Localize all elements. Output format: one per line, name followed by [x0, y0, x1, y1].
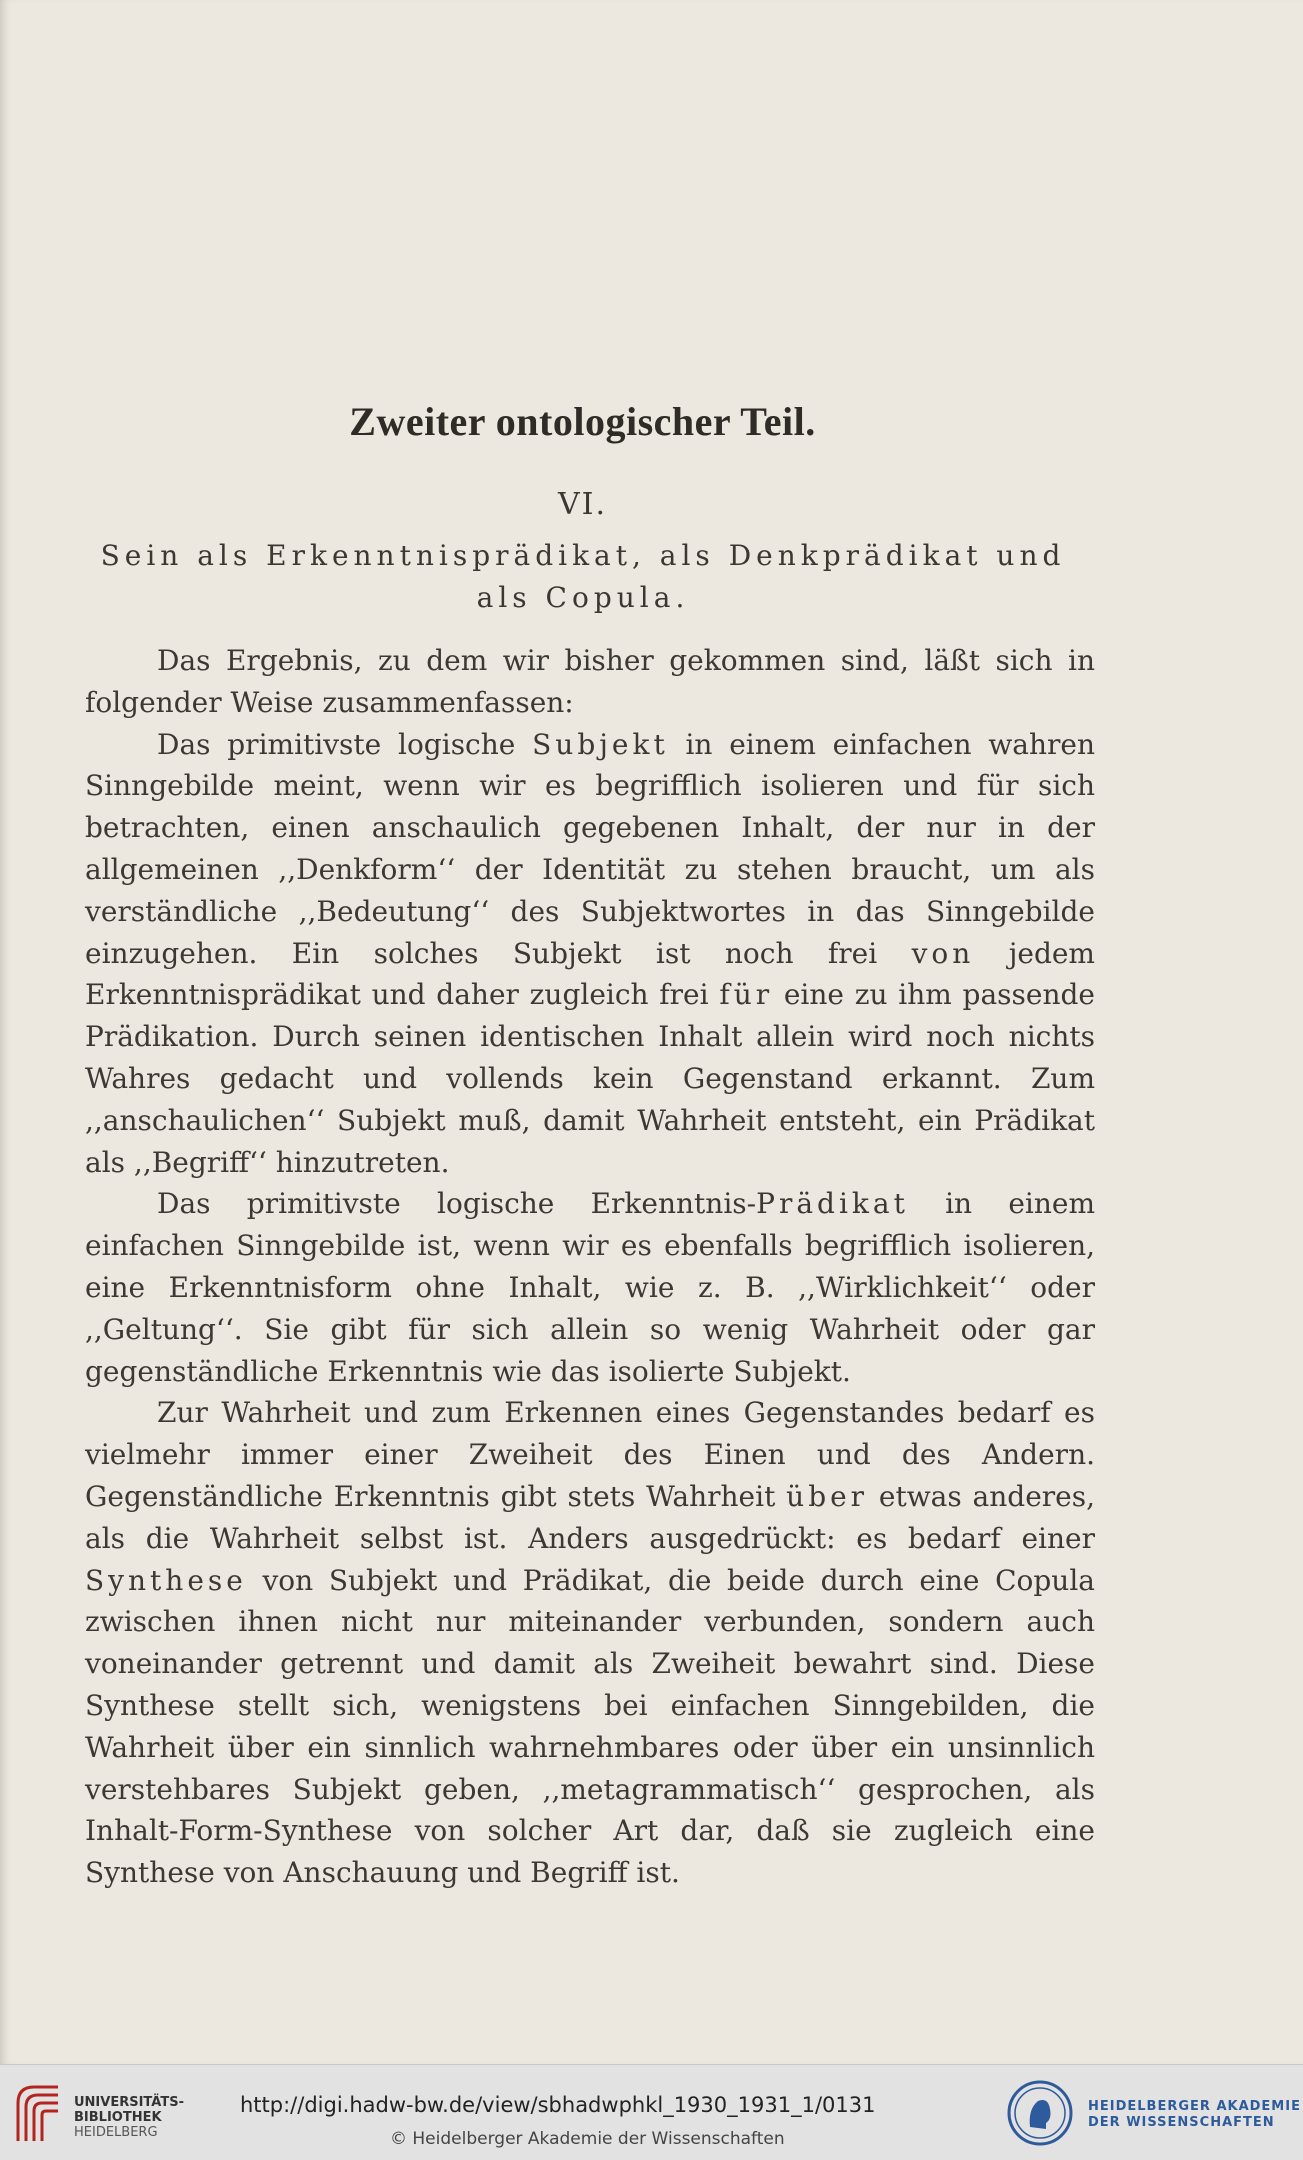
- emphasis-von: von: [911, 936, 975, 970]
- chapter-title: Sein als Erkenntnisprädikat, als Denkprädikat und als Copula.: [100, 539, 1066, 614]
- emphasis-praedikat: Prädikat: [756, 1187, 909, 1221]
- emphasis-synthese: Synthese: [85, 1563, 247, 1597]
- academy-seal-icon: [1006, 2079, 1074, 2147]
- paragraph-1: Das Ergebnis, zu dem wir bisher gekommen sind, läßt sich in folgender Weise zusammenfassen:: [85, 644, 1095, 719]
- emphasis-ueber: über: [786, 1479, 869, 1513]
- copyright-notice: © Heidelberger Akademie der Wissenschaften: [390, 2129, 785, 2149]
- paragraph-4: Zur Wahrheit und zum Erkennen eines Gegenstandes bedarf es vielmehr immer einer Zweiheit des Einen und des Andern. Gegenständliche Erkenntnis gibt stets Wahrheit über etwas anderes, als die Wahrheit selbst ist. Anders ausgedrückt: es bedarf einer Synthese von Subjekt und Prädikat, die beide durch eine Copula zwischen ihnen nicht nur miteinander verbunden, sondern auch voneinander getrennt und damit als Zweiheit bewahrt sind. Diese Synthese stellt sich, wenigstens bei einfachen Sinngebilden, die Wahrheit über ein sinnlich wahrnehmbares oder über ein unsinnlich verstehbares Subjekt geben, ,,metagrammatisch‘‘ gesprochen, als Inhalt-Form-Synthese von solcher Art dar, daß sie zugleich eine Synthese von Anschauung und Begriff ist.: [85, 1396, 1095, 1890]
- emphasis-subjekt: Subjekt: [532, 727, 669, 761]
- paragraph-3: Das primitivste logische Erkenntnis-Prädikat in einem einfachen Sinngebilde ist, wenn wir es ebenfalls begrifflich isolieren, eine Erkenntnisform ohne Inhalt, wie z. B. ,,Wirklichkeit‘‘ oder ,,Geltung‘‘. Sie gibt für sich allein so wenig Wahrheit oder gar gegenständliche Erkenntnis wie das isolierte Subjekt.: [85, 1187, 1096, 1388]
- university-library-logo-icon: [12, 2081, 64, 2145]
- university-library-name: UNIVERSITÄTS- BIBLIOTHEK HEIDELBERG: [74, 2095, 184, 2140]
- academy-name: HEIDELBERGER AKADEMIE DER WISSENSCHAFTEN: [1088, 2099, 1301, 2130]
- paragraph-2: Das primitivste logische Subjekt in einem einfachen wahren Sinngebilde meint, wenn wir es begrifflich isolieren und für sich betrachten, einen anschaulich gegebenen Inhalt, der nur in der allgemeinen ,,Denkform‘‘ der Identität zu stehen braucht, um als verständliche ,,Bedeutung‘‘ des Subjektwortes in das Sinngebilde einzugehen. Ein solches Subjekt ist noch frei von jedem Erkenntnisprädikat und daher zugleich frei für eine zu ihm passende Prädikation. Durch seinen identischen Inhalt allein wird noch nichts Wahres gedacht und vollends kein Gegenstand erkannt. Zum ,,anschaulichen‘‘ Subjekt muß, damit Wahrheit entsteht, ein Prädikat als ,,Begriff‘‘ hinzutreten.: [85, 727, 1096, 1179]
- footer-bar: [0, 2064, 1303, 2160]
- body-text: [85, 640, 1095, 1894]
- part-heading: Zweiter ontologischer Teil.: [349, 399, 816, 444]
- emphasis-fuer: für: [719, 978, 774, 1012]
- chapter-number: VI.: [557, 487, 608, 522]
- permalink-url[interactable]: http://digi.hadw-bw.de/view/sbhadwphkl_1930_1931_1/0131: [240, 2093, 876, 2117]
